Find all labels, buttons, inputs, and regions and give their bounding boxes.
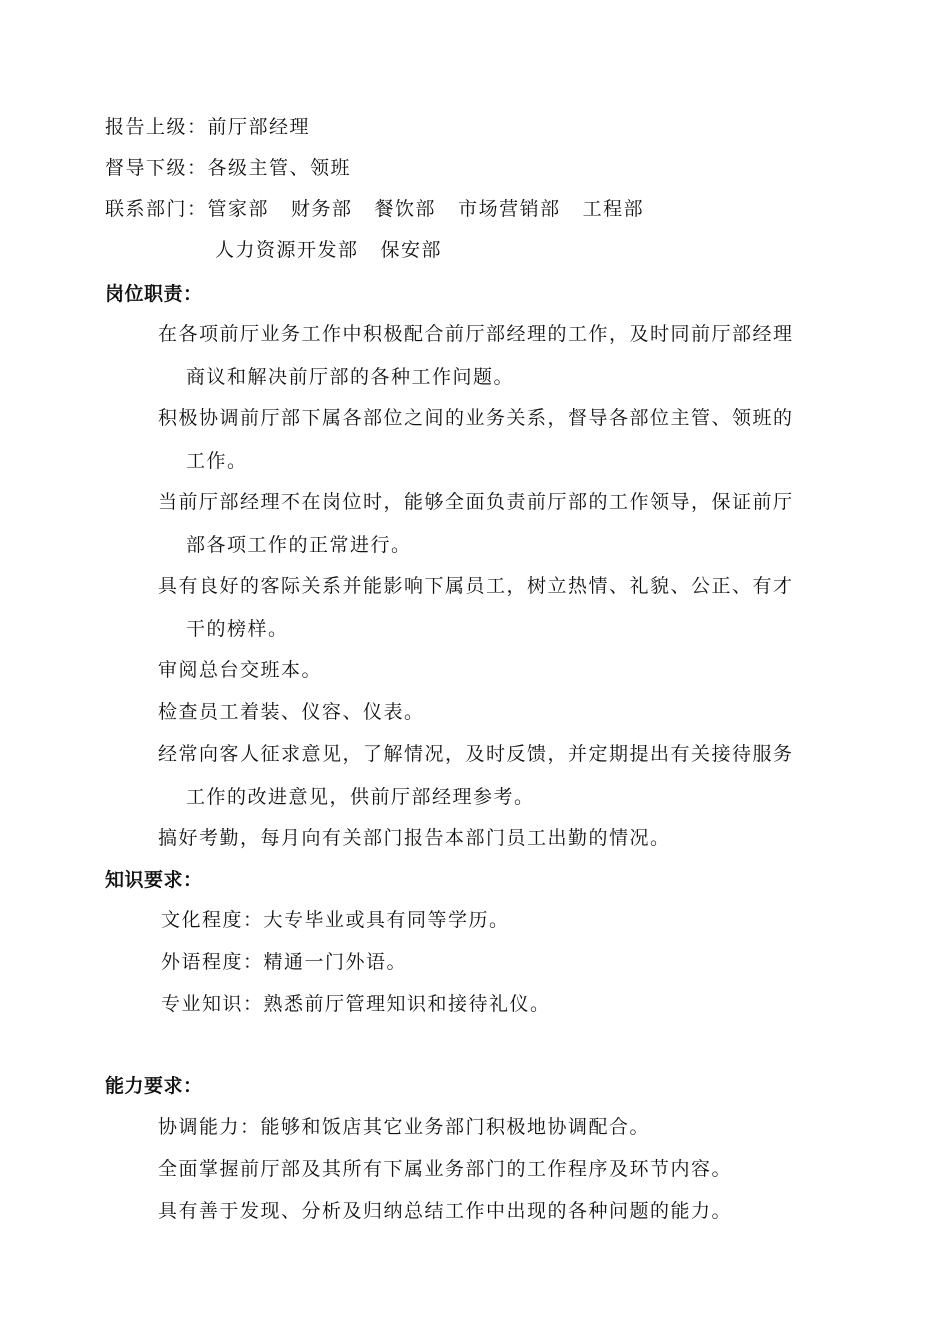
liaison-dept: 人力资源开发部: [215, 239, 359, 261]
duty-item-continued: 部各项工作的正常进行。: [186, 534, 412, 556]
liaison-dept: 保安部: [380, 239, 443, 261]
knowledge-label: 文化程度：: [161, 909, 264, 931]
knowledge-item: [161, 908, 510, 932]
ability-item: 全面掌握前厅部及其所有下属业务部门的工作程序及环节内容。: [158, 1158, 733, 1180]
knowledge-item: [161, 950, 407, 974]
duty-item: 搞好考勤，每月向有关部门报告本部门员工出勤的情况。: [158, 827, 671, 849]
knowledge-label: 专业知识：: [161, 993, 264, 1015]
duty-item-continued: 干的榜样。: [186, 618, 289, 640]
report-to-value: 前厅部经理: [207, 116, 311, 138]
duties-heading: 岗位职责：: [105, 283, 203, 305]
duty-item-continued: 商议和解决前厅部的各种工作问题。: [186, 366, 515, 388]
liaison-dept: 市场营销部: [458, 198, 561, 220]
liaison-label: 联系部门：: [105, 198, 208, 220]
report-to-label: 报告上级：: [105, 116, 208, 138]
liaison-dept: 餐饮部: [374, 198, 437, 220]
knowledge-heading: 知识要求：: [105, 869, 203, 891]
supervise-row: [105, 156, 351, 180]
liaison-dept: 管家部: [207, 198, 270, 220]
supervise-value: 各级主管、领班: [207, 157, 352, 179]
ability-item: 协调能力：能够和饭店其它业务部门积极地协调配合。: [158, 1116, 651, 1138]
knowledge-label: 外语程度：: [161, 951, 264, 973]
duty-item: 当前厅部经理不在岗位时，能够全面负责前厅部的工作领导，保证前厅: [158, 491, 794, 513]
ability-heading: 能力要求：: [105, 1075, 203, 1097]
knowledge-value: 精通一门外语。: [263, 951, 408, 973]
duty-item: 经常向客人征求意见，了解情况，及时反馈，并定期提出有关接待服务: [158, 743, 794, 765]
liaison-row-continued: [215, 238, 442, 262]
report-to-row: [105, 115, 310, 139]
knowledge-item: [161, 992, 551, 1016]
ability-item: 具有善于发现、分析及归纳总结工作中出现的各种问题的能力。: [158, 1200, 733, 1222]
knowledge-value: 熟悉前厅管理知识和接待礼仪。: [263, 993, 551, 1015]
duty-item: 检查员工着装、仪容、仪表。: [158, 701, 425, 723]
duty-item: 积极协调前厅部下属各部位之间的业务关系，督导各部位主管、领班的: [158, 407, 794, 429]
duty-item: 具有良好的客际关系并能影响下属员工，树立热情、礼貌、公正、有才: [158, 575, 794, 597]
liaison-dept: 工程部: [582, 198, 645, 220]
duty-item-continued: 工作。: [186, 450, 248, 472]
supervise-label: 督导下级：: [105, 157, 208, 179]
duty-item: 在各项前厅业务工作中积极配合前厅部经理的工作，及时同前厅部经理: [158, 323, 794, 345]
duty-item-continued: 工作的改进意见，供前厅部经理参考。: [186, 786, 535, 808]
liaison-row: [105, 197, 644, 221]
liaison-dept: 财务部: [291, 198, 353, 220]
knowledge-value: 大专毕业或具有同等学历。: [263, 909, 510, 931]
duty-item: 审阅总台交班本。: [158, 659, 323, 681]
